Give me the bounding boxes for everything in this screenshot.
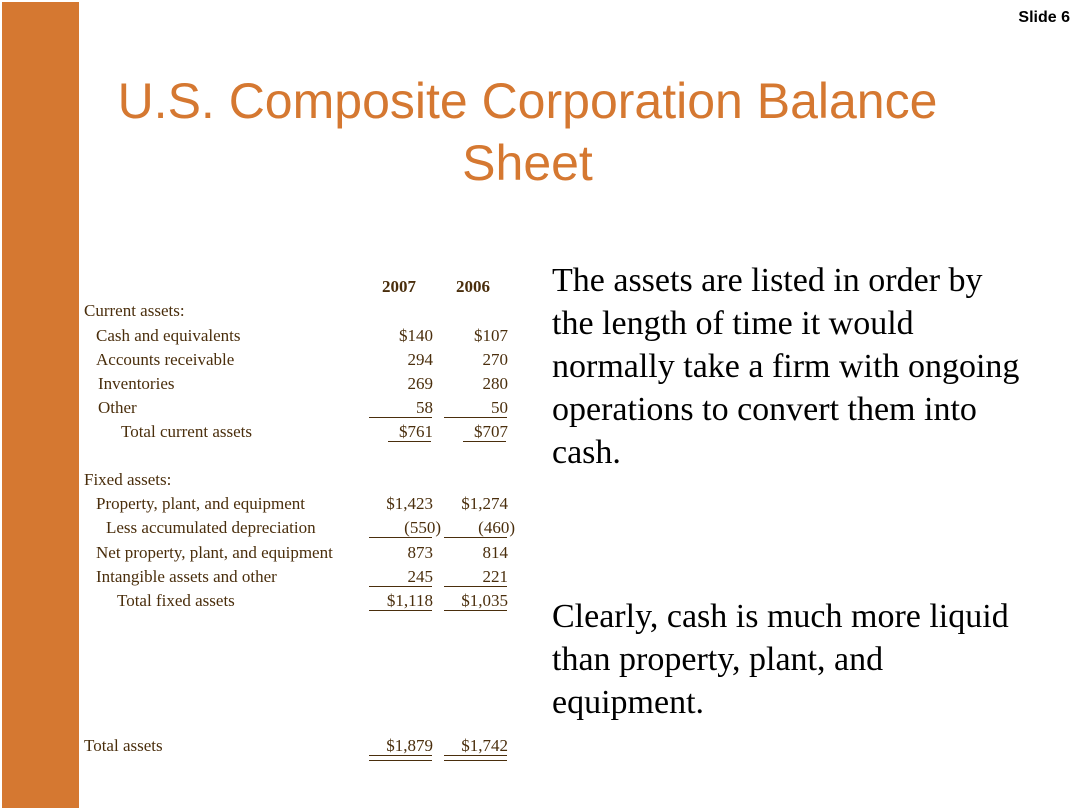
row-label-other: Other: [98, 398, 137, 417]
row-value-2006-intangibles: 221: [482, 567, 508, 586]
row-value-2007-inventories: 269: [407, 374, 433, 393]
row-value-2006-cash: $107: [474, 326, 508, 345]
total-fixed-label: Total fixed assets: [117, 591, 235, 610]
current-assets-heading: Current assets:: [84, 301, 185, 320]
total-current-label: Total current assets: [121, 422, 252, 441]
underline: [369, 417, 432, 418]
row-label-ppe: Property, plant, and equipment: [96, 494, 305, 513]
row-label-inventories: Inventories: [98, 374, 175, 393]
column-header-2006: 2006: [456, 277, 490, 296]
row-label-net-ppe: Net property, plant, and equipment: [96, 543, 333, 562]
underline: [369, 610, 432, 611]
total-assets-label: Total assets: [84, 736, 163, 755]
total-current-2007: $761: [399, 422, 433, 441]
row-value-2007-cash: $140: [399, 326, 433, 345]
note-asset-ordering: The assets are listed in order by the length of time it would normally take a firm with ongoing operations to convert them into cash.: [552, 262, 1020, 471]
row-value-2006-net-ppe: 814: [482, 543, 508, 562]
double-underline-bottom: [369, 760, 432, 761]
underline: [388, 441, 431, 442]
underline: [369, 537, 432, 538]
row-value-2007-ppe: $1,423: [386, 494, 433, 513]
side-accent-bar: [2, 2, 79, 808]
underline: [444, 417, 507, 418]
row-label-intangibles: Intangible assets and other: [96, 567, 277, 586]
row-value-2006-receivables: 270: [482, 350, 508, 369]
total-fixed-2007: $1,118: [386, 591, 433, 610]
row-value-2006-inventories: 280: [482, 374, 508, 393]
total-fixed-2006: $1,035: [461, 591, 508, 610]
row-value-2007-other: 58: [416, 398, 433, 417]
row-value-2007-intangibles: 245: [407, 567, 433, 586]
row-label-receivables: Accounts receivable: [96, 350, 235, 369]
underline: [444, 610, 507, 611]
double-underline-top: [444, 755, 507, 756]
row-value-2006-depreciation: (460): [478, 518, 515, 537]
row-value-2007-receivables: 294: [407, 350, 433, 369]
underline: [369, 586, 432, 587]
column-header-2007: 2007: [382, 277, 416, 296]
fixed-assets-heading: Fixed assets:: [84, 470, 172, 489]
double-underline-bottom: [444, 760, 507, 761]
double-underline-top: [369, 755, 432, 756]
row-value-2007-net-ppe: 873: [407, 543, 433, 562]
row-label-depreciation: Less accumulated depreciation: [106, 518, 316, 537]
underline: [463, 441, 506, 442]
note-liquidity: Clearly, cash is much more liquid than property, plant, and equipment.: [552, 598, 1009, 721]
row-value-2007-depreciation: (550): [404, 518, 441, 537]
row-value-2006-ppe: $1,274: [461, 494, 508, 513]
underline: [444, 586, 507, 587]
row-value-2006-other: 50: [491, 398, 508, 417]
total-assets-2007: $1,879: [386, 736, 433, 755]
row-label-cash: Cash and equivalents: [96, 326, 241, 345]
total-current-2006: $707: [474, 422, 508, 441]
total-assets-2006: $1,742: [461, 736, 508, 755]
slide-title: U.S. Composite Corporation Balance Sheet: [117, 73, 938, 191]
underline: [444, 537, 507, 538]
slide-number: Slide 6: [1018, 9, 1070, 26]
